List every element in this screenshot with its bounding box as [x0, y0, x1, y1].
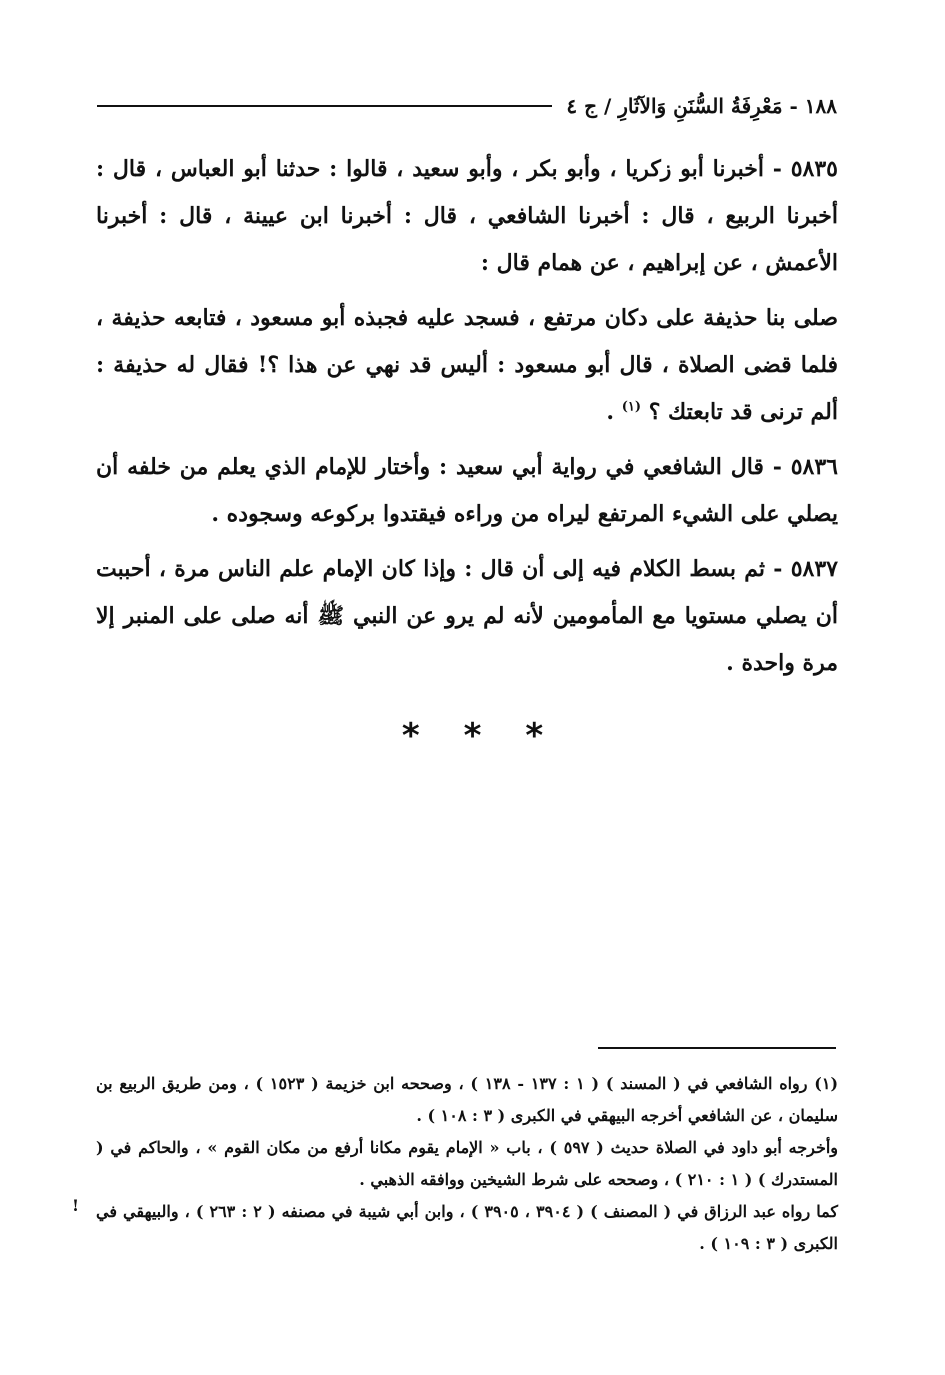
- header-rule: [97, 105, 552, 107]
- asterisk-icon: *: [401, 716, 420, 756]
- footnote-continued: وأخرجه أبو داود في الصلاة حديث ( ٥٩٧ ) ، باب « الإمام يقوم مكانا أرفع من مكان القوم » ، والحاكم في ( المستدرك ) ( ١ : ٢١٠ ) ، وصححه على شرط الشيخين ووافقه الذهبي .: [96, 1138, 839, 1189]
- footnote-rule: [598, 1047, 836, 1049]
- footnote-continued: كما رواه عبد الرزاق في ( المصنف ) ( ٣٩٠٤ ، ٣٩٠٥ ) ، وابن أبي شيبة في مصنفه ( ٢ : ٢٦٣ ) ، والبيهقي في الكبرى ( ٣ : ١٠٩ ) .: [96, 1202, 839, 1253]
- running-title: ١٨٨ - مَعْرِفَةُ السُّنَنِ وَالآثَارِ / ج ٤: [566, 94, 837, 118]
- asterisk-icon: *: [463, 716, 482, 756]
- paragraph-5837: ٥٨٣٧ - ثم بسط الكلام فيه إلى أن قال : وإذا كان الإمام علم الناس مرة ، أحببت أن يصلي مستويا مع المأمومين لأنه لم يرو عن النبي ﷺ أنه صلى على المنبر إلا مرة واحدة .: [96, 556, 838, 676]
- asterisk-icon: *: [525, 716, 544, 756]
- paragraph-5836: ٥٨٣٦ - قال الشافعي في رواية أبي سعيد : وأختار للإمام الذي يعلم من خلفه أن يصلي على الشيء المرتفع ليراه من وراءه فيقتدوا بركوعه وسجوده .: [96, 454, 838, 527]
- paragraph-5835: ٥٨٣٥ - أخبرنا أبو زكريا ، وأبو بكر ، وأبو سعيد ، قالوا : حدثنا أبو العباس ، قال : أخبرنا الربيع ، قال : أخبرنا الشافعي ، قال : أخبرنا ابن عيينة ، قال : أخبرنا الأعمش ، عن إبراهيم ، عن همام قال :: [96, 156, 838, 276]
- footnote-ref: (١): [621, 399, 642, 415]
- footnote-1: (١) رواه الشافعي في ( المسند ) ( ١ : ١٣٧ - ١٣٨ ) ، وصححه ابن خزيمة ( ١٥٢٣ ) ، ومن طريق الربيع بن سليمان ، عن الشافعي أخرجه البيهقي في الكبرى ( ٣ : ١٠٨ ) .: [96, 1074, 839, 1125]
- page-header: [97, 88, 837, 124]
- margin-mark: !: [72, 1196, 80, 1215]
- footnotes: [96, 1068, 838, 1260]
- main-text: [96, 146, 838, 695]
- paragraph-hudhayfa: [96, 295, 838, 436]
- section-separator: [0, 716, 945, 756]
- paragraph-tail: .: [606, 399, 622, 425]
- paragraph-text: صلى بنا حذيفة على دكان مرتفع ، فسجد عليه فجبذه أبو مسعود ، فتابعه حذيفة ، فلما قضى الصلاة ، قال أبو مسعود : أليس قد نهي عن هذا ؟! فقال له حذيفة : ألم ترنى قد تابعتك ؟: [96, 305, 838, 425]
